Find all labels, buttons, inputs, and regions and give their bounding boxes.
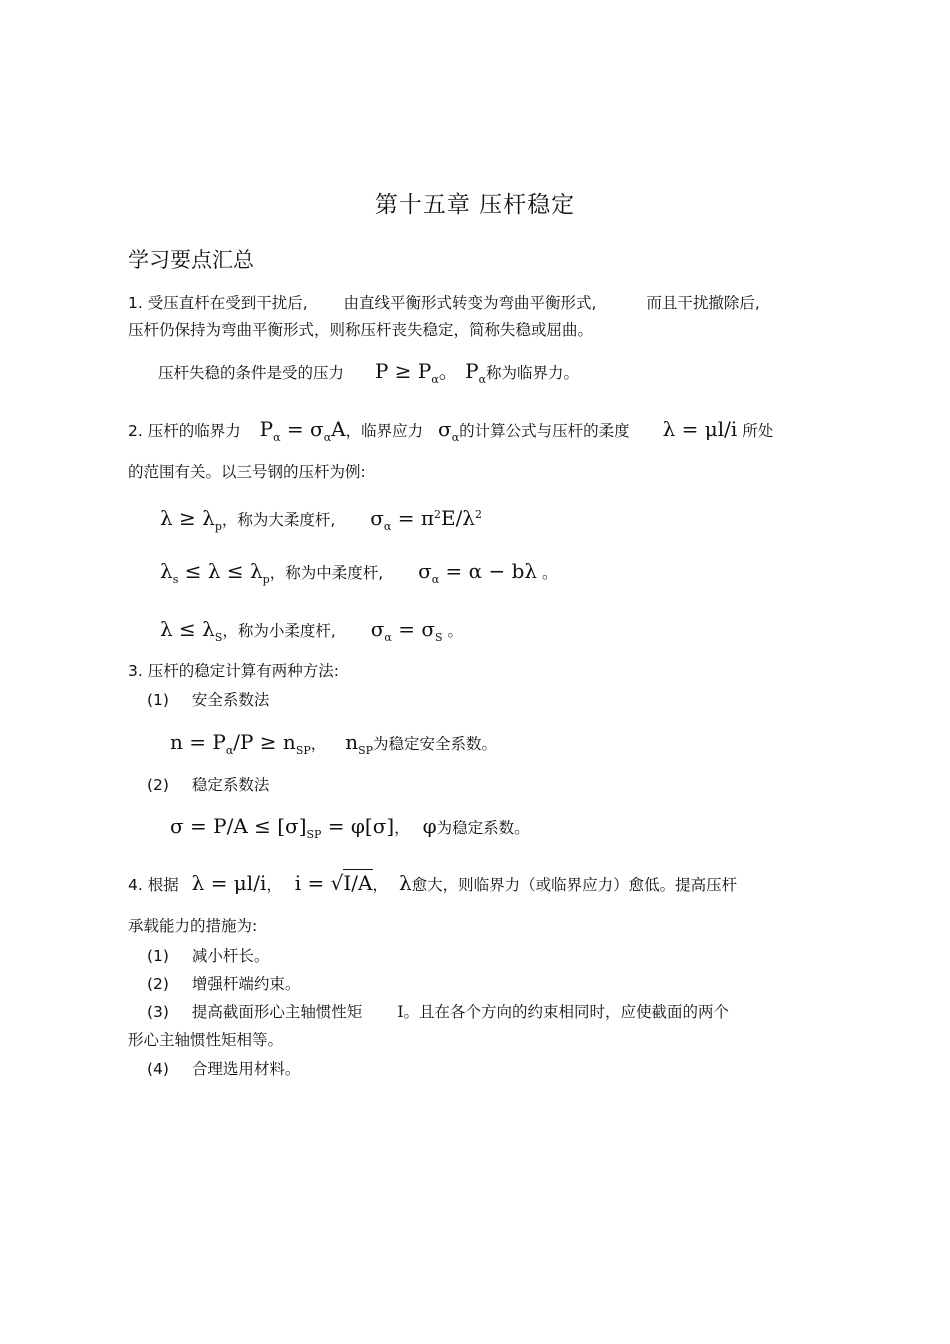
formula-yield: $\sigma_\alpha = \sigma_S$ [370, 617, 443, 644]
para1-text-a: 1. 受压直杆在受到干扰后, [128, 294, 308, 312]
para2-line2: 的范围有关。以三号钢的压杆为例: [128, 463, 366, 481]
measure-3-num: (3) [147, 1003, 169, 1021]
safety-factor-text: 为稳定安全系数。 [373, 735, 498, 753]
case-medium-slenderness: $\lambda_s \le \lambda \le \lambda_p$，称为中柔度杆, $\sigma_\alpha = \alpha - b\lambda$ 。 [160, 559, 558, 586]
formula-buckling-condition: $P \ge P_\alpha$。 $P_\alpha$ [374, 359, 487, 386]
para1-line3 [158, 361, 579, 390]
para2-line1 [128, 419, 773, 448]
para4-text-b: 愈大，则临界力（或临界应力）愈低。提高压杆 [411, 876, 738, 894]
case-large-text: ，称为大柔度杆, [221, 511, 336, 529]
case-small-slenderness: $\lambda \le \lambda_S$，称为小柔度杆, $\sigma_\alpha = \sigma_S$ 。 [160, 617, 463, 644]
symbol-moment-of-inertia: I [397, 1003, 404, 1021]
measure-1 [147, 946, 269, 966]
measure-3-line2: 形心主轴惯性矩相等。 [128, 1031, 284, 1049]
method-2-num: (2) [147, 776, 169, 794]
formula-radius-of-gyration: i = √I/A [294, 871, 373, 895]
formula-slenderness-2: λ = μl/i [191, 871, 267, 895]
measure-4-num: (4) [147, 1060, 169, 1078]
stability-factor-text: 为稳定系数。 [436, 819, 530, 837]
para2-text-c: 的计算公式与压杆的柔度 [459, 422, 630, 440]
method-1-num: (1) [147, 691, 169, 709]
para1-line2: 压杆仍保持为弯曲平衡形式，则称压杆丧失稳定，简称失稳或屈曲。 [128, 321, 594, 339]
formula-line-safety: $n = P_\alpha/P \ge n_{SP}$， $n_{SP}$为稳定安全系数。 [170, 730, 498, 757]
method-1-label: 安全系数法 [191, 691, 270, 709]
formula-line-stability: $\sigma = P/A \le [\sigma]_{SP} = \varphi[\sigma]$， φ为稳定系数。 [170, 814, 530, 841]
symbol-lambda: λ [398, 871, 412, 895]
para2-text-b: ，临界应力 [345, 422, 424, 440]
formula-critical-force: $P_\alpha = \sigma_\alpha A$ [259, 417, 346, 444]
para1-text-c: 而且干扰撤除后, [646, 294, 760, 312]
buckling-condition-text: 压杆失稳的条件是受的压力 [158, 364, 345, 382]
critical-force-text: 称为临界力。 [486, 364, 580, 382]
measure-1-num: (1) [147, 947, 169, 965]
symbol-critical-stress: $\sigma_\alpha$ [438, 417, 460, 444]
chapter-title: 第十五章 压杆稳定 [374, 192, 576, 218]
para2-text-a: 2. 压杆的临界力 [128, 422, 241, 440]
formula-lambda-ge-lambda-p: $\lambda \ge \lambda_p$ [160, 506, 222, 533]
formula-safety-factor: $n = P_\alpha/P \ge n_{SP}$ [170, 730, 311, 757]
method-2-label: 稳定系数法 [191, 776, 270, 794]
formula-slenderness: λ = μl/i [662, 417, 738, 441]
para1-line1 [128, 293, 760, 313]
formula-stability-factor: $\sigma = P/A \le [\sigma]_{SP} = \varphi[\sigma]$ [170, 814, 395, 841]
case-small-text: ，称为小柔度杆, [222, 622, 336, 640]
para4-text-a: 4. 根据 [128, 876, 179, 894]
symbol-phi: φ [422, 814, 437, 838]
case-medium-text: ，称为中柔度杆, [269, 564, 384, 582]
measure-3-text-b: 。且在各个方向的约束相同时，应使截面的两个 [403, 1003, 729, 1021]
measure-2 [147, 974, 300, 994]
para4-line2: 承载能力的措施为: [128, 917, 258, 935]
measure-4 [147, 1059, 300, 1079]
formula-euler: $\sigma_\alpha = \pi^2E/\lambda^2$ [370, 506, 482, 533]
para2-text-d: 所处 [742, 422, 774, 440]
method-2 [147, 775, 269, 795]
symbol-nsp: $n_{SP}$ [345, 730, 374, 757]
measure-2-text: 增强杆端约束。 [191, 975, 301, 993]
para3-line1: 3. 压杆的稳定计算有两种方法: [128, 662, 339, 680]
para1-text-b: 由直线平衡形式转变为弯曲平衡形式, [343, 294, 597, 312]
formula-lambda-le-lambda-s: $\lambda \le \lambda_S$ [160, 617, 223, 644]
section-heading: 学习要点汇总 [128, 248, 254, 272]
formula-linear: $\sigma_\alpha = \alpha - b\lambda$ [418, 559, 538, 586]
measure-1-text: 减小杆长。 [191, 947, 270, 965]
case-large-slenderness [160, 505, 482, 537]
measure-3-text-a: 提高截面形心主轴惯性矩 [191, 1003, 363, 1021]
formula-lambda-range: $\lambda_s \le \lambda \le \lambda_p$ [160, 559, 270, 586]
measure-4-text: 合理选用材料。 [191, 1060, 301, 1078]
para4-line1: 4. 根据 λ = μl/i， i = √I/A， λ愈大，则临界力（或临界应力）愈低。提高压杆 [128, 871, 738, 895]
measure-3 [147, 1002, 729, 1022]
measure-2-num: (2) [147, 975, 169, 993]
method-1 [147, 690, 269, 710]
